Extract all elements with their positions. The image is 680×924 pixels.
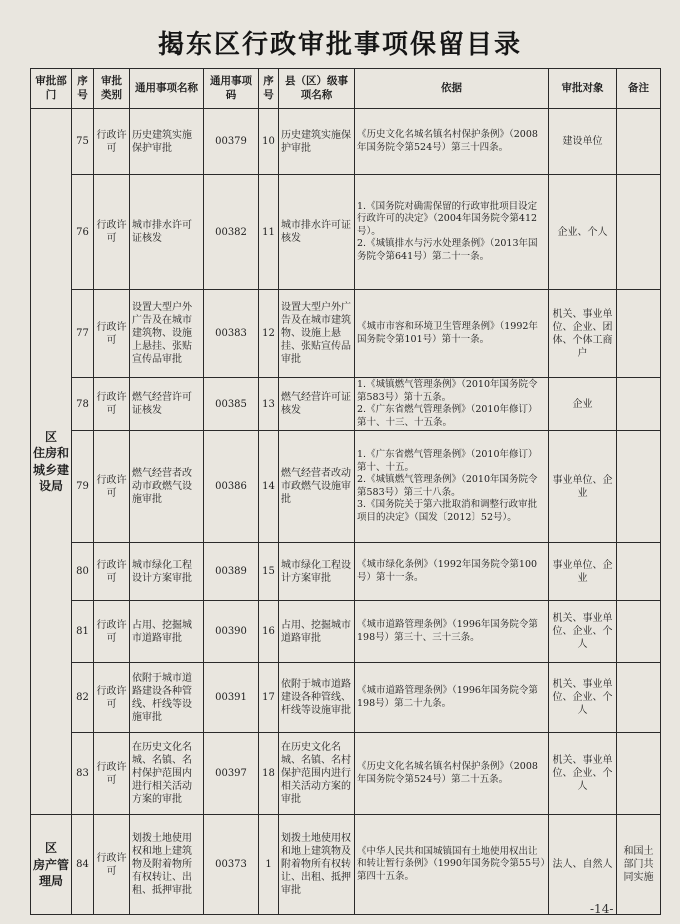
note-cell [617,601,661,663]
note-cell [617,378,661,431]
basis-line: 3.《国务院关于第六批取消和调整行政审批项目的决定》（国发〔2012〕52号）。 [357,499,538,523]
county-item-name: 占用、挖掘城市道路审批 [279,601,355,663]
general-item-name: 燃气经营者改动市政燃气设施审批 [130,431,204,543]
basis-cell [355,601,549,663]
general-item-name: 燃气经营许可证核发 [130,378,204,431]
table-row [31,290,661,378]
basis-cell [355,109,549,175]
basis-line: 2.《城镇燃气管理条例》（2010年国务院令第583号）第三十八条。 [357,474,538,498]
basis-cell [355,290,549,378]
basis-line: 《历史文化名城名镇名村保护条例》（2008年国务院令第524号）第二十五条。 [357,761,538,785]
county-seq: 16 [259,601,279,663]
approval-category: 行政许可 [94,543,130,601]
item-code: 00389 [204,543,259,601]
approval-target: 事业单位、企业 [549,431,617,543]
page-title: 揭东区行政审批事项保留目录 [157,30,522,60]
basis-cell [355,175,549,290]
item-number: 76 [72,175,94,290]
county-seq: 1 [259,815,279,915]
approval-target: 企业 [549,378,617,431]
table-row [31,378,661,431]
county-item-name: 城市排水许可证核发 [279,175,355,290]
note-cell [617,543,661,601]
county-seq: 13 [259,378,279,431]
county-item-name: 城市绿化工程设计方案审批 [279,543,355,601]
basis-cell [355,543,549,601]
item-code: 00379 [204,109,259,175]
general-item-name: 城市绿化工程设计方案审批 [130,543,204,601]
table-row [31,543,661,601]
county-item-name: 划拨土地使用权和地上建筑物及附着物所有权转让、出租、抵押审批 [279,815,355,915]
item-number: 77 [72,290,94,378]
basis-line: 《历史文化名城名镇名村保护条例》（2008年国务院令第524号）第三十四条。 [357,128,538,153]
catalog-table [30,68,661,915]
basis-line: 《城市道路管理条例》（1996年国务院令第198号）第三十、三十三条。 [357,619,538,643]
page-number: -14- [590,902,614,916]
item-code: 00386 [204,431,259,543]
item-number: 82 [72,663,94,733]
county-item-name: 历史建筑实施保护审批 [279,109,355,175]
header-general-name: 通用事项名称 [130,69,204,109]
approval-category: 行政许可 [94,663,130,733]
note-cell: 和国土部门共同实施 [617,815,661,915]
department-prefix: 区 [44,430,57,445]
note-cell [617,175,661,290]
note-cell [617,733,661,815]
table-row [31,815,661,915]
header-row [31,69,661,109]
department-cell [31,815,72,915]
header-seq: 序号 [259,69,279,109]
county-item-name: 燃气经营者改动市政燃气设施审批 [279,431,355,543]
approval-category: 行政许可 [94,109,130,175]
item-number: 83 [72,733,94,815]
general-item-name: 历史建筑实施保护审批 [130,109,204,175]
approval-target: 事业单位、企业 [549,543,617,601]
general-item-name: 设置大型户外广告及在城市建筑物、设施上悬挂、张贴宣传品审批 [130,290,204,378]
item-code: 00385 [204,378,259,431]
approval-category: 行政许可 [94,378,130,431]
approval-category: 行政许可 [94,290,130,378]
approval-target: 机关、事业单位、企业、个人 [549,663,617,733]
table-row [31,601,661,663]
item-number: 75 [72,109,94,175]
table-row [31,663,661,733]
approval-target: 企业、个人 [549,175,617,290]
county-seq: 14 [259,431,279,543]
basis-line: 《城市道路管理条例》（1996年国务院令第198号）第二十九条。 [357,685,538,709]
note-cell [617,109,661,175]
department-name: 房产管理局 [33,857,70,888]
basis-line: 2.《广东省燃气管理条例》（2010年修订）第十、十三、十五条。 [357,404,538,428]
item-code: 00382 [204,175,259,290]
approval-target: 法人、自然人 [549,815,617,915]
basis-line: 2.《城镇排水与污水处理条例》（2013年国务院令第641号）第二十一条。 [357,238,538,262]
basis-cell [355,378,549,431]
basis-cell [355,663,549,733]
general-item-name: 在历史文化名城、名镇、名村保护范围内进行相关活动方案的审批 [130,733,204,815]
approval-target: 机关、事业单位、企业、团体、个体工商户 [549,290,617,378]
header-category: 审批类别 [94,69,130,109]
county-item-name: 燃气经营许可证核发 [279,378,355,431]
basis-line: 《城市绿化条例》（1992年国务院令第100号）第十一条。 [357,559,538,583]
table-row [31,175,661,290]
note-cell [617,290,661,378]
basis-line: 1.《广东省燃气管理条例》（2010年修订）第十、十五。 [357,449,538,473]
general-item-name: 占用、挖掘城市道路审批 [130,601,204,663]
header-target: 审批对象 [549,69,617,109]
note-cell [617,431,661,543]
general-item-name: 城市排水许可证核发 [130,175,204,290]
county-seq: 18 [259,733,279,815]
basis-cell [355,815,549,915]
table-row [31,733,661,815]
header-code: 通用事项码 [204,69,259,109]
county-item-name: 依附于城市道路建设各种管线、杆线等设施审批 [279,663,355,733]
county-seq: 12 [259,290,279,378]
header-note: 备注 [617,69,661,109]
general-item-name: 划拨土地使用权和地上建筑物及附着物所有权转让、出租、抵押审批 [130,815,204,915]
item-number: 84 [72,815,94,915]
item-code: 00390 [204,601,259,663]
approval-category: 行政许可 [94,733,130,815]
basis-line: 1.《城镇燃气管理条例》（2010年国务院令第583号）第十五条。 [357,379,538,403]
department-name: 住房和城乡建设局 [33,446,70,493]
item-number: 81 [72,601,94,663]
item-code: 00373 [204,815,259,915]
approval-category: 行政许可 [94,431,130,543]
department-prefix: 区 [44,841,57,856]
approval-category: 行政许可 [94,815,130,915]
header-department: 审批部门 [31,69,72,109]
item-code: 00397 [204,733,259,815]
basis-line: 1.《国务院对确需保留的行政审批项目设定行政许可的决定》（2004年国务院令第412号）。 [357,200,538,237]
table-row [31,109,661,175]
header-number: 序号 [72,69,94,109]
item-number: 78 [72,378,94,431]
basis-cell [355,431,549,543]
header-basis: 依据 [355,69,549,109]
county-item-name: 设置大型户外广告及在城市建筑物、设施上悬挂、张贴宣传品审批 [279,290,355,378]
table-row [31,431,661,543]
basis-line: 《中华人民共和国城镇国有土地使用权出让和转让暂行条例》（1990年国务院令第55号）第四十五条。 [357,845,546,882]
approval-target: 建设单位 [549,109,617,175]
county-seq: 11 [259,175,279,290]
approval-category: 行政许可 [94,175,130,290]
approval-target: 机关、事业单位、企业、个人 [549,733,617,815]
county-seq: 10 [259,109,279,175]
item-number: 79 [72,431,94,543]
county-seq: 17 [259,663,279,733]
department-cell [31,109,72,815]
basis-cell [355,733,549,815]
general-item-name: 依附于城市道路建设各种管线、杆线等设施审批 [130,663,204,733]
approval-category: 行政许可 [94,601,130,663]
header-county-name: 县（区）级事项名称 [279,69,355,109]
basis-line: 《城市市容和环境卫生管理条例》（1992年国务院令第101号）第十一条。 [357,320,538,345]
item-code: 00383 [204,290,259,378]
county-item-name: 在历史文化名城、名镇、名村保护范围内进行相关活动方案的审批 [279,733,355,815]
item-number: 80 [72,543,94,601]
approval-target: 机关、事业单位、企业、个人 [549,601,617,663]
item-code: 00391 [204,663,259,733]
county-seq: 15 [259,543,279,601]
note-cell [617,663,661,733]
